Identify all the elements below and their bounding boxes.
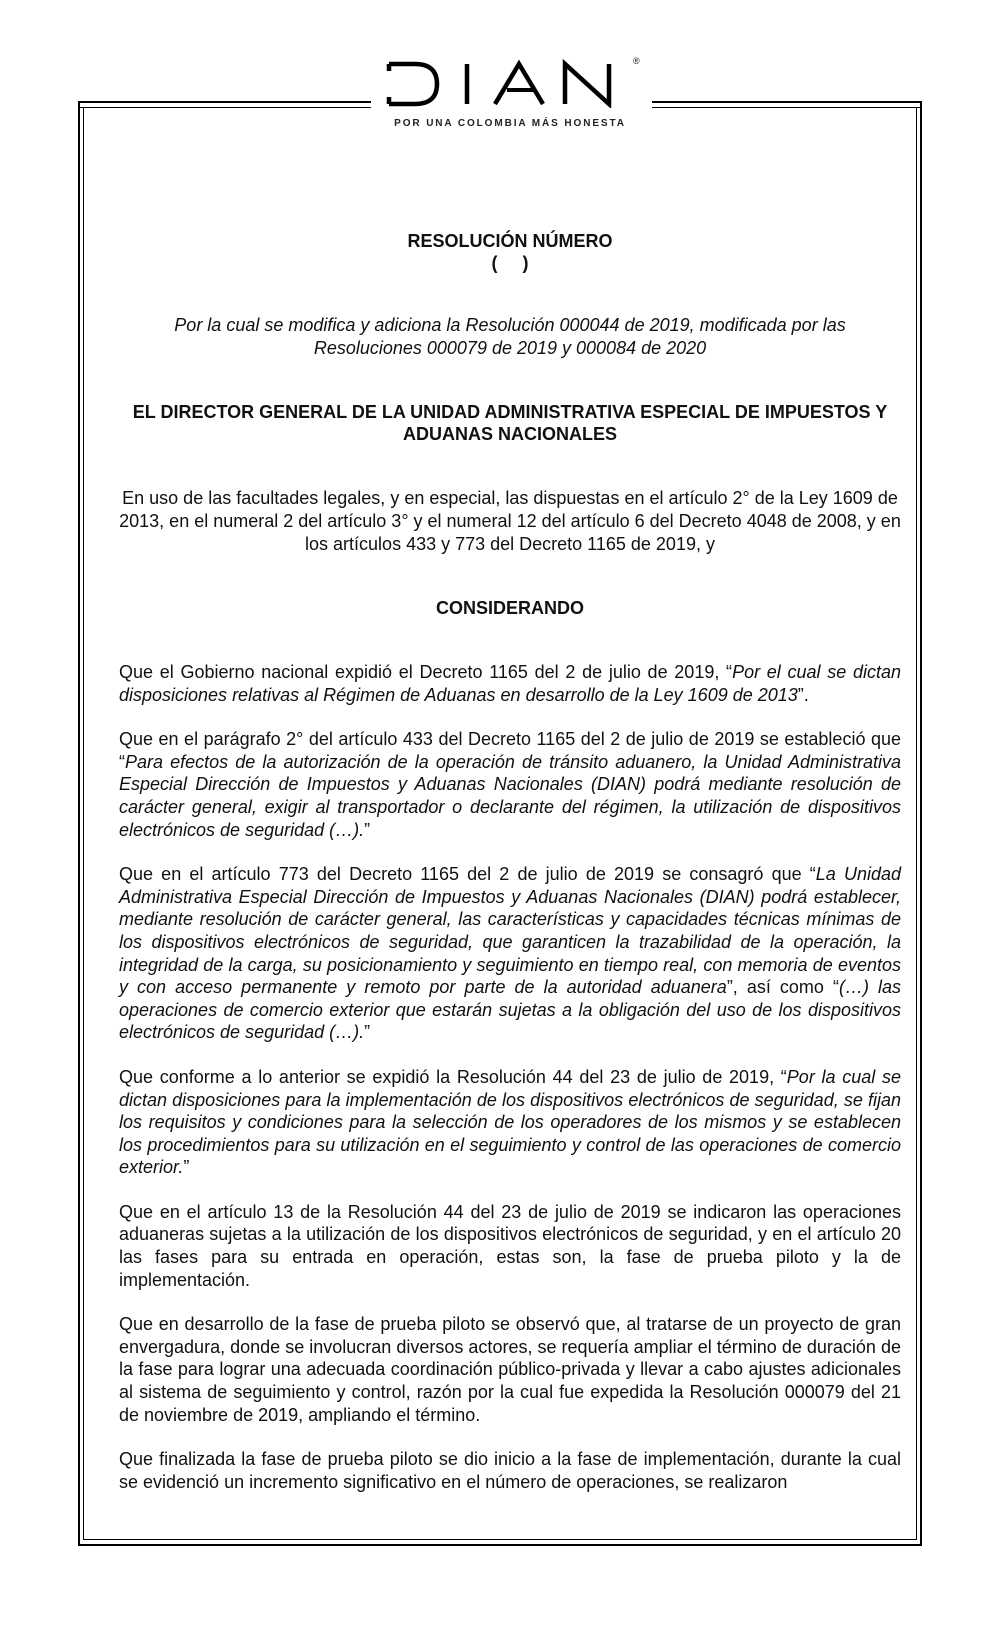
consideration-paragraph: Que en desarrollo de la fase de prueba piloto se observó que, al tratarse de un proyecto de gran envergadura, donde se involucran diversos actores, se requería ampliar el término de duración de la fase para lograr una adecuada coordinación público-privada y llevar a cabo ajustes adicionales al sistema de seguimiento y control, razón por la cual fue expedida la Resolución 000079 del 21 de noviembre de 2019, ampliando el término. xyxy=(119,1314,901,1425)
paragraph-quote: Para efectos de la autorización de la operación de tránsito aduanero, la Unidad Administrativa Especial Dirección de Impuestos y Aduanas Nacionales (DIAN) podrá mediante resolución de carácter general, exigir al transportador o declarante del régimen, la utilización de dispositivos electrónicos de seguridad (…). xyxy=(119,751,901,840)
registered-mark: ® xyxy=(633,56,640,66)
legal-basis: En uso de las facultades legales, y en especial, las dispuestas en el artículo 2° de la Ley 1609 de 2013, en el numeral 2 del artículo 3° y el numeral 12 del artículo 6 del Decreto 4048 de 2008, y en los artículos 433 y 773 del Decreto 1165 de 2019, y xyxy=(119,488,901,554)
consideration-paragraph xyxy=(119,863,901,1044)
paragraph-text: Que conforme a lo anterior se expidió la Resolución 44 del 23 de julio de 2019, “ xyxy=(119,1066,787,1087)
consideration-paragraph xyxy=(119,728,901,841)
paragraph-quote: Por la cual se dictan disposiciones para la implementación de los dispositivos electrónicos de seguridad, se fijan los requisitos y condiciones para la selección de los operadores de los mismos y se establecen los procedimientos para su utilización en el seguimiento y control de las operaciones de comercio exterior. xyxy=(119,1066,901,1178)
document-body xyxy=(119,230,901,1515)
consideration-paragraph: Que en el artículo 13 de la Resolución 44 del 23 de julio de 2019 se indicaron las operaciones aduaneras sujetas a la utilización de los dispositivos electrónicos de seguridad, y en el artículo 20 las fases para su entrada en operación, estas son, la fase de prueba piloto y la de implementación. xyxy=(119,1201,901,1290)
paragraph-text: ” xyxy=(183,1157,190,1178)
issuer-heading: EL DIRECTOR GENERAL DE LA UNIDAD ADMINISTRATIVA ESPECIAL DE IMPUESTOS Y ADUANAS NACIONALES xyxy=(132,402,888,444)
considerando-heading: CONSIDERANDO xyxy=(435,598,584,618)
consideration-paragraph xyxy=(119,1066,901,1179)
consideration-paragraph: Que finalizada la fase de prueba piloto se dio inicio a la fase de implementación, durante la cual se evidenció un incremento significativo en el número de operaciones, se realizaron xyxy=(119,1449,901,1492)
logo-tagline: POR UNA COLOMBIA MÁS HONESTA xyxy=(394,118,626,129)
resolution-subtitle: Por la cual se modifica y adiciona la Resolución 000044 de 2019, modificada por las Resoluciones 000079 de 2019 y 000084 de 2020 xyxy=(174,315,846,358)
consideration-paragraph xyxy=(119,661,901,706)
paragraph-text: ”, así como “ xyxy=(726,977,839,998)
considerations-list xyxy=(119,661,901,1493)
paragraph-quote: La Unidad Administrativa Especial Dirección de Impuestos y Aduanas Nacionales (DIAN) podrá establecer, mediante resolución de carácter general, las características y capacidades técnicas mínimas de los dispositivos electrónicos de seguridad, que garanticen la trazabilidad de la operación, la integridad de la carga, su posicionamiento y seguimiento en tiempo real, con memoria de eventos y con acceso permanente y remoto por parte de la autoridad aduanera xyxy=(119,864,901,998)
paragraph-text: ” xyxy=(364,1022,371,1043)
paragraph-text: Que el Gobierno nacional expidió el Decreto 1165 del 2 de julio de 2019, “ xyxy=(119,662,733,682)
resolution-title: RESOLUCIÓN NÚMERO xyxy=(407,231,613,251)
paragraph-text: Que en el artículo 773 del Decreto 1165 del 2 de julio de 2019 se consagró que “ xyxy=(119,864,816,885)
paragraph-quote: (…) las operaciones de comercio exterior que estarán sujetas a la obligación del uso de los dispositivos electrónicos de seguridad (…). xyxy=(119,977,902,1043)
paragraph-quote: Por el cual se dictan disposiciones relativas al Régimen de Aduanas en desarrollo de la Ley 1609 de 2013 xyxy=(119,662,902,705)
paragraph-text: ” xyxy=(364,819,371,840)
resolution-number-placeholder: ( ) xyxy=(491,253,529,273)
paragraph-text: Que en el parágrafo 2° del artículo 433 del Decreto 1165 del 2 de julio de 2019 se estableció que “ xyxy=(119,729,901,772)
paragraph-text: ”. xyxy=(797,684,809,705)
